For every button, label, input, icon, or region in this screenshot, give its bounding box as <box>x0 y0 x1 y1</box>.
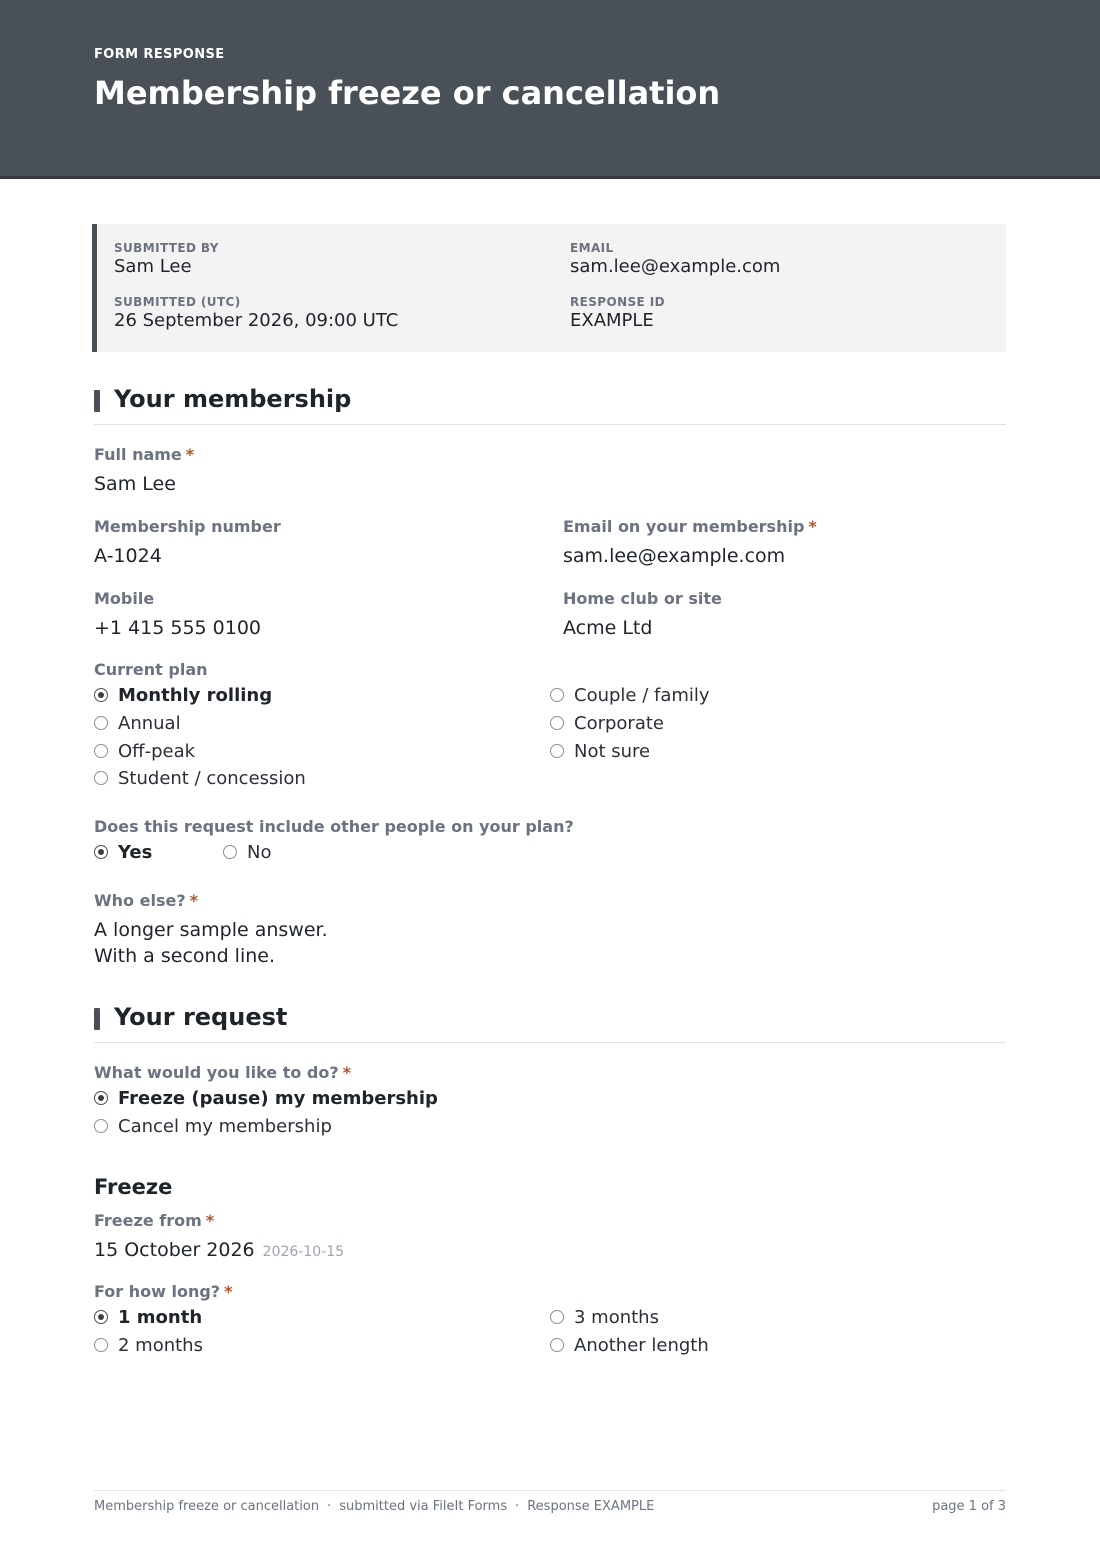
duration-option[interactable] <box>94 1335 203 1356</box>
plan-option-label: Student / concession <box>118 768 306 789</box>
radio-unselected-icon <box>550 716 564 730</box>
who-else-label: Who else? <box>94 891 186 910</box>
page-number: page 1 of 3 <box>932 1499 1006 1514</box>
freeze-from-label: Freeze from <box>94 1211 202 1230</box>
required-marker: * <box>205 1211 215 1230</box>
mobile-label: Mobile <box>94 589 155 608</box>
field-who-else <box>94 891 328 969</box>
freeze-from-value: 15 October 2026 <box>94 1239 255 1261</box>
radio-unselected-icon <box>550 1310 564 1324</box>
other-people-option-label: Yes <box>118 842 153 863</box>
submitted-utc-label: SUBMITTED (UTC) <box>114 295 241 309</box>
footer-form-name: Membership freeze or cancellation <box>94 1499 320 1514</box>
submission-meta-panel <box>92 224 1006 352</box>
plan-option-label: Off-peak <box>118 741 196 762</box>
request-action-option-label: Cancel my membership <box>118 1116 332 1137</box>
field-mobile <box>94 589 261 641</box>
freeze-subheading: Freeze <box>94 1175 173 1199</box>
submitter-email <box>570 241 780 277</box>
duration-option-label: 2 months <box>118 1335 203 1356</box>
radio-unselected-icon <box>94 1119 108 1133</box>
radio-unselected-icon <box>550 1338 564 1352</box>
full-name-label: Full name <box>94 445 182 464</box>
page-title: Membership freeze or cancellation <box>94 74 721 112</box>
duration-option-label: Another length <box>574 1335 709 1356</box>
section-marker <box>94 1008 100 1030</box>
membership-number-value: A-1024 <box>94 545 162 567</box>
other-people-option[interactable] <box>223 842 271 863</box>
field-other-people <box>94 817 574 836</box>
required-marker: * <box>185 445 195 464</box>
section-your-request <box>94 1003 1006 1043</box>
plan-option-label: Couple / family <box>574 685 710 706</box>
section-marker <box>94 390 100 412</box>
who-else-value-line: A longer sample answer. <box>94 919 328 941</box>
duration-option[interactable] <box>550 1335 709 1356</box>
radio-unselected-icon <box>94 771 108 785</box>
plan-option[interactable] <box>94 741 195 762</box>
submitted-utc <box>114 295 398 331</box>
required-marker: * <box>342 1063 352 1082</box>
duration-label: For how long? <box>94 1282 221 1301</box>
plan-option-label: Not sure <box>574 741 651 762</box>
email-label: EMAIL <box>570 241 614 255</box>
field-current-plan <box>94 660 208 679</box>
who-else-value-line: With a second line. <box>94 945 275 967</box>
request-action-label: What would you like to do? <box>94 1063 339 1082</box>
radio-selected-icon <box>94 688 108 702</box>
plan-option-label: Corporate <box>574 713 664 734</box>
home-club-value: Acme Ltd <box>563 617 653 639</box>
current-plan-label: Current plan <box>94 660 208 679</box>
request-action-option-label: Freeze (pause) my membership <box>118 1088 438 1109</box>
header-kicker: FORM RESPONSE <box>94 47 225 62</box>
plan-option[interactable] <box>550 741 650 762</box>
radio-unselected-icon <box>94 744 108 758</box>
footer-response: Response EXAMPLE <box>527 1499 655 1514</box>
field-freeze-from <box>94 1211 344 1265</box>
submitted-by <box>114 241 219 277</box>
field-duration <box>94 1282 232 1301</box>
home-club-label: Home club or site <box>563 589 722 608</box>
field-full-name <box>94 445 194 497</box>
radio-unselected-icon <box>94 1338 108 1352</box>
duration-option[interactable] <box>94 1307 202 1328</box>
membership-email-value: sam.lee@example.com <box>563 545 786 567</box>
submitted-utc-value: 26 September 2026, 09:00 UTC <box>114 310 399 331</box>
duration-option-label: 1 month <box>118 1307 203 1328</box>
plan-option[interactable] <box>94 768 306 789</box>
request-action-option[interactable] <box>94 1116 332 1137</box>
required-marker: * <box>224 1282 233 1301</box>
footer-separator: · <box>327 1499 332 1514</box>
email-value: sam.lee@example.com <box>570 256 781 277</box>
required-marker: * <box>189 891 198 910</box>
plan-option[interactable] <box>94 713 181 734</box>
section-title: Your request <box>114 1003 288 1031</box>
section-your-membership <box>94 385 1006 425</box>
other-people-option-label: No <box>247 842 272 863</box>
other-people-option[interactable] <box>94 842 152 863</box>
plan-option-label: Annual <box>118 713 181 734</box>
radio-selected-icon <box>94 1310 108 1324</box>
membership-email-label: Email on your membership <box>563 517 805 536</box>
section-title: Your membership <box>114 385 352 413</box>
required-marker: * <box>808 517 817 536</box>
freeze-from-iso: 2026-10-15 <box>262 1244 345 1260</box>
submitted-by-value: Sam Lee <box>114 256 192 277</box>
request-action-option[interactable] <box>94 1088 438 1109</box>
radio-unselected-icon <box>550 688 564 702</box>
radio-unselected-icon <box>94 716 108 730</box>
membership-number-label: Membership number <box>94 517 281 536</box>
footer-separator: · <box>515 1499 520 1514</box>
full-name-value: Sam Lee <box>94 473 176 495</box>
plan-option[interactable] <box>94 685 272 706</box>
radio-selected-icon <box>94 1091 108 1105</box>
field-membership-email <box>563 517 817 569</box>
page-footer <box>94 1490 1006 1521</box>
page-header <box>0 0 1100 179</box>
field-home-club <box>563 589 722 641</box>
duration-option[interactable] <box>550 1307 659 1328</box>
field-membership-number <box>94 517 281 569</box>
radio-unselected-icon <box>550 744 564 758</box>
response-id-value: EXAMPLE <box>570 310 654 331</box>
radio-unselected-icon <box>223 845 237 859</box>
response-id-label: RESPONSE ID <box>570 295 665 309</box>
duration-option-label: 3 months <box>574 1307 659 1328</box>
radio-selected-icon <box>94 845 108 859</box>
field-request-action <box>94 1063 351 1082</box>
response-id <box>570 295 665 331</box>
plan-option-label: Monthly rolling <box>118 685 273 706</box>
footer-via: submitted via FileIt Forms <box>339 1499 508 1514</box>
mobile-value: +1 415 555 0100 <box>94 617 262 639</box>
plan-option[interactable] <box>550 713 664 734</box>
plan-option[interactable] <box>550 685 710 706</box>
submitted-by-label: SUBMITTED BY <box>114 241 219 255</box>
other-people-label: Does this request include other people on your plan? <box>94 817 574 836</box>
